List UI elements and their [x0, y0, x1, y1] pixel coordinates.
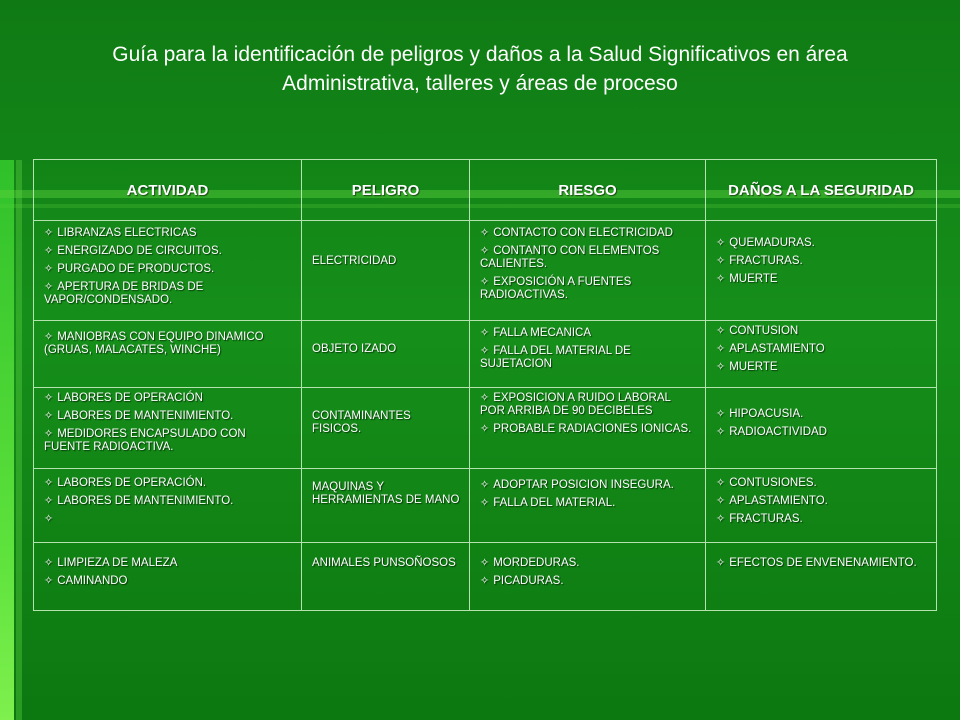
list-item: [44, 331, 293, 357]
diamond-bullet-icon: ✧: [480, 423, 490, 435]
list-item-text: ADOPTAR POSICION INSEGURA.: [493, 479, 674, 491]
cell-danos: [706, 543, 937, 611]
list-item-text: EXPOSICIÓN A FUENTES RADIOACTIVAS.: [480, 276, 632, 301]
cell-riesgo: [470, 221, 706, 321]
peligro-text: OBJETO IZADO: [312, 343, 397, 355]
diamond-bullet-icon: ✧: [44, 575, 54, 587]
peligro-text: MAQUINAS Y HERRAMIENTAS DE MANO: [312, 481, 460, 506]
diamond-bullet-icon: ✧: [716, 325, 726, 337]
list-item-text: HIPOACUSIA.: [729, 408, 804, 420]
diamond-bullet-icon: ✧: [44, 227, 54, 239]
list-item: [716, 495, 928, 508]
diamond-bullet-icon: ✧: [44, 392, 54, 404]
list-item: [480, 423, 697, 436]
diamond-bullet-icon: ✧: [44, 428, 54, 440]
diamond-bullet-icon: ✧: [716, 361, 726, 373]
list-item: [44, 477, 293, 490]
peligro-text: ANIMALES PUNSOÑOSOS: [312, 557, 456, 569]
diamond-bullet-icon: ✧: [44, 410, 54, 422]
diamond-bullet-icon: ✧: [44, 331, 54, 343]
list-item-text: LABORES DE MANTENIMIENTO.: [57, 495, 234, 507]
diamond-bullet-icon: ✧: [716, 255, 726, 267]
diamond-bullet-icon: ✧: [480, 327, 490, 339]
cell-actividad: [34, 221, 302, 321]
diamond-bullet-icon: ✧: [480, 227, 490, 239]
list-item-text: EFECTOS DE ENVENENAMIENTO.: [729, 557, 917, 569]
cell-peligro: [302, 388, 470, 469]
list-item: [480, 479, 697, 492]
list-item-text: FRACTURAS.: [729, 513, 803, 525]
background-stripe-vertical-thin: [16, 160, 22, 720]
header-riesgo: RIESGO: [470, 160, 706, 221]
slide-title: [40, 40, 920, 98]
diamond-bullet-icon: ✧: [480, 276, 490, 288]
list-item: [716, 513, 928, 526]
list-item-text: MUERTE: [729, 273, 778, 285]
cell-peligro: [302, 321, 470, 388]
table-header-row: [34, 160, 937, 221]
list-item: [44, 495, 293, 508]
list-item: [480, 575, 697, 588]
list-item-text: MUERTE: [729, 361, 778, 373]
list-item-text: PICADURAS.: [493, 575, 564, 587]
diamond-bullet-icon: ✧: [480, 245, 490, 257]
list-item: [716, 325, 928, 338]
list-item-text: PURGADO DE PRODUCTOS.: [57, 263, 215, 275]
table-row: [34, 543, 937, 611]
diamond-bullet-icon: ✧: [716, 513, 726, 525]
list-item-text: LABORES DE OPERACIÓN.: [57, 477, 207, 489]
cell-actividad: [34, 543, 302, 611]
hazard-table: [33, 159, 937, 611]
list-item: [480, 227, 697, 240]
diamond-bullet-icon: ✧: [480, 557, 490, 569]
table-row: [34, 221, 937, 321]
slide-title-line-2: Administrativa, talleres y áreas de proceso: [282, 72, 678, 95]
diamond-bullet-icon: ✧: [716, 426, 726, 438]
list-item: [716, 408, 928, 421]
cell-danos: [706, 469, 937, 543]
list-item-text: EXPOSICION A RUIDO LABORAL POR ARRIBA DE 90 DECIBELES: [480, 392, 671, 417]
list-item-text: PROBABLE RADIACIONES IONICAS.: [493, 423, 692, 435]
list-item: [480, 327, 697, 340]
list-item-text: APLASTAMIENTO: [729, 343, 825, 355]
list-item: [44, 245, 293, 258]
cell-peligro: [302, 469, 470, 543]
diamond-bullet-icon: ✧: [716, 477, 726, 489]
list-item: [44, 392, 293, 405]
diamond-bullet-icon: ✧: [480, 345, 490, 357]
cell-peligro: [302, 221, 470, 321]
diamond-bullet-icon: ✧: [480, 575, 490, 587]
diamond-bullet-icon: ✧: [480, 497, 490, 509]
diamond-bullet-icon: ✧: [44, 513, 54, 525]
cell-riesgo: [470, 321, 706, 388]
list-item: [44, 281, 293, 307]
list-item-text: MANIOBRAS CON EQUIPO DINAMICO (GRUAS, MALACATES, WINCHE): [44, 331, 264, 356]
peligro-text: CONTAMINANTES FISICOS.: [312, 410, 411, 435]
list-item: [716, 557, 928, 570]
diamond-bullet-icon: ✧: [716, 408, 726, 420]
list-item: [44, 227, 293, 240]
table-row: [34, 388, 937, 469]
list-item: [44, 263, 293, 276]
diamond-bullet-icon: ✧: [716, 557, 726, 569]
list-item-text: CONTUSION: [729, 325, 799, 337]
list-item-text: RADIOACTIVIDAD: [729, 426, 827, 438]
diamond-bullet-icon: ✧: [716, 273, 726, 285]
diamond-bullet-icon: ✧: [44, 557, 54, 569]
header-peligro: PELIGRO: [302, 160, 470, 221]
diamond-bullet-icon: ✧: [480, 479, 490, 491]
list-item-text: MORDEDURAS.: [493, 557, 580, 569]
list-item: [716, 273, 928, 286]
list-item: [480, 497, 697, 510]
list-item: [480, 276, 697, 302]
table-row: [34, 469, 937, 543]
diamond-bullet-icon: ✧: [716, 495, 726, 507]
cell-danos: [706, 221, 937, 321]
list-item: [480, 392, 697, 418]
list-item-text: FRACTURAS.: [729, 255, 803, 267]
header-danos: DAÑOS A LA SEGURIDAD: [706, 160, 937, 221]
diamond-bullet-icon: ✧: [44, 477, 54, 489]
cell-riesgo: [470, 543, 706, 611]
list-item: [480, 557, 697, 570]
list-item-text: LABORES DE MANTENIMIENTO.: [57, 410, 234, 422]
diamond-bullet-icon: ✧: [44, 495, 54, 507]
diamond-bullet-icon: ✧: [44, 245, 54, 257]
list-item-text: CAMINANDO: [57, 575, 128, 587]
list-item: [44, 557, 293, 570]
list-item-text: APLASTAMIENTO.: [729, 495, 828, 507]
list-item-text: LABORES DE OPERACIÓN: [57, 392, 203, 404]
list-item-text: FALLA DEL MATERIAL DE SUJETACION: [480, 345, 631, 370]
list-item: [716, 237, 928, 250]
list-item: [716, 426, 928, 439]
diamond-bullet-icon: ✧: [480, 392, 490, 404]
list-item-text: CONTANTO CON ELEMENTOS CALIENTES.: [480, 245, 660, 270]
background-stripe-vertical: [0, 160, 14, 720]
list-item-text: LIBRANZAS ELECTRICAS: [57, 227, 197, 239]
list-item: [716, 343, 928, 356]
cell-peligro: [302, 543, 470, 611]
list-item: [44, 513, 293, 526]
diamond-bullet-icon: ✧: [44, 281, 54, 293]
list-item: [716, 361, 928, 374]
list-item: [44, 410, 293, 423]
list-item: [44, 428, 293, 454]
list-item: [480, 245, 697, 271]
list-item-text: APERTURA DE BRIDAS DE VAPOR/CONDENSADO.: [44, 281, 204, 306]
list-item: [44, 575, 293, 588]
list-item-text: FALLA MECANICA: [493, 327, 592, 339]
slide-title-line-1: Guía para la identificación de peligros y daños a la Salud Significativos en área: [112, 43, 848, 66]
diamond-bullet-icon: ✧: [44, 263, 54, 275]
list-item-text: LIMPIEZA DE MALEZA: [57, 557, 178, 569]
list-item-text: FALLA DEL MATERIAL.: [493, 497, 616, 509]
diamond-bullet-icon: ✧: [716, 237, 726, 249]
header-actividad: ACTIVIDAD: [34, 160, 302, 221]
cell-actividad: [34, 388, 302, 469]
list-item-text: CONTACTO CON ELECTRICIDAD: [493, 227, 673, 239]
list-item: [480, 345, 697, 371]
diamond-bullet-icon: ✧: [716, 343, 726, 355]
list-item-text: MEDIDORES ENCAPSULADO CON FUENTE RADIOACTIVA.: [44, 428, 246, 453]
list-item-text: ENERGIZADO DE CIRCUITOS.: [57, 245, 222, 257]
cell-actividad: [34, 469, 302, 543]
cell-danos: [706, 321, 937, 388]
list-item-text: QUEMADURAS.: [729, 237, 815, 249]
list-item: [716, 477, 928, 490]
peligro-text: ELECTRICIDAD: [312, 255, 397, 267]
table-row: [34, 321, 937, 388]
list-item: [716, 255, 928, 268]
cell-danos: [706, 388, 937, 469]
list-item-text: CONTUSIONES.: [729, 477, 817, 489]
cell-actividad: [34, 321, 302, 388]
cell-riesgo: [470, 388, 706, 469]
cell-riesgo: [470, 469, 706, 543]
